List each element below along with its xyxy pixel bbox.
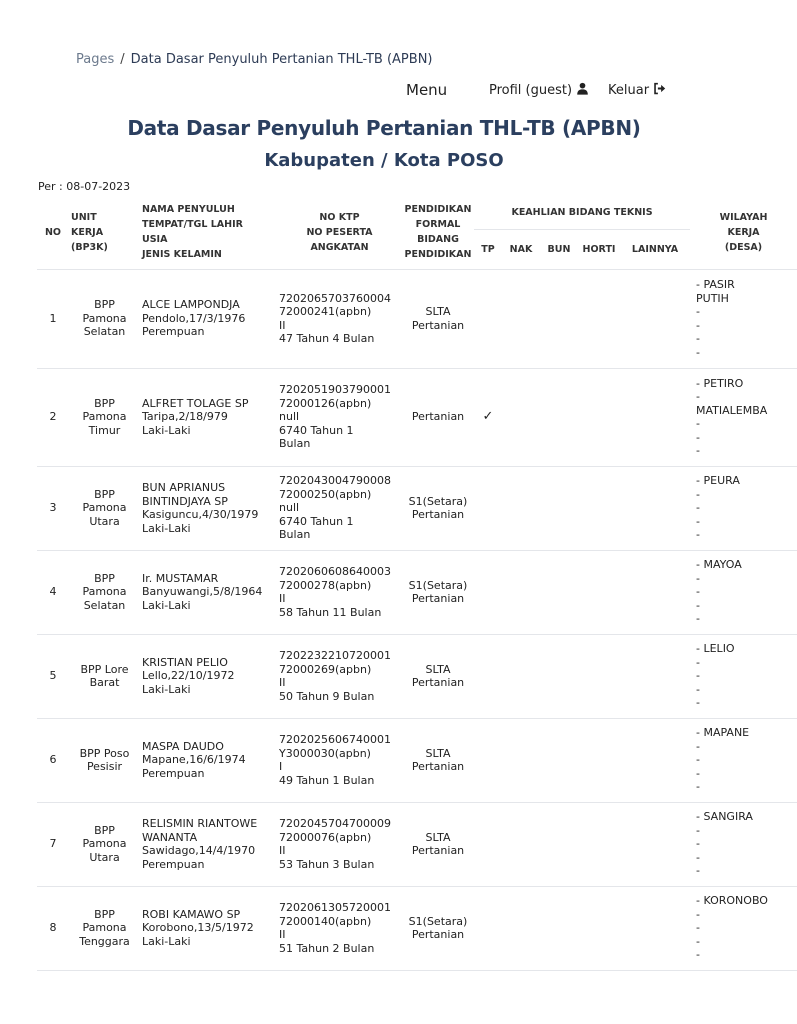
penyuluh-table xyxy=(37,196,797,971)
cell-pendidikan: SLTA Pertanian xyxy=(402,634,474,718)
cell-pendidikan: Pertanian xyxy=(402,368,474,466)
cell-nak xyxy=(502,550,540,634)
cell-horti xyxy=(578,886,620,970)
page-title: Data Dasar Penyuluh Pertanian THL-TB (APBN) xyxy=(127,116,641,140)
table-row[interactable] xyxy=(37,886,797,970)
cell-no: 4 xyxy=(37,550,69,634)
header-tp: TP xyxy=(474,229,502,269)
cell-wilayah-kerja: - PEURA - - - - xyxy=(690,466,797,550)
cell-unit-kerja: BPP Poso Pesisir xyxy=(69,718,140,802)
table-row[interactable] xyxy=(37,368,797,466)
cell-unit-kerja: BPP Pamona Utara xyxy=(69,466,140,550)
breadcrumb-pages-link[interactable]: Pages xyxy=(76,52,115,67)
cell-no: 1 xyxy=(37,269,69,368)
cell-nama-penyuluh: RELISMIN RIANTOWE WANANTA Sawidago,14/4/1970 Perempuan xyxy=(140,802,277,886)
cell-pendidikan: S1(Setara) Pertanian xyxy=(402,886,474,970)
cell-tp: ✓ xyxy=(474,368,502,466)
profil-link[interactable] xyxy=(489,82,589,99)
cell-no: 6 xyxy=(37,718,69,802)
table-body xyxy=(37,269,797,970)
cell-tp xyxy=(474,718,502,802)
table-row[interactable] xyxy=(37,718,797,802)
cell-no: 3 xyxy=(37,466,69,550)
cell-no: 2 xyxy=(37,368,69,466)
cell-nak xyxy=(502,634,540,718)
cell-horti xyxy=(578,718,620,802)
cell-wilayah-kerja: - KORONOBO - - - - xyxy=(690,886,797,970)
cell-nak xyxy=(502,802,540,886)
menu-label: Menu xyxy=(406,81,448,99)
cell-lainnya xyxy=(620,368,690,466)
cell-no-ktp: 7202025606740001 Y3000030(apbn) I 49 Tahun 1 Bulan xyxy=(277,718,402,802)
cell-nak xyxy=(502,269,540,368)
cell-wilayah-kerja: - SANGIRA - - - - xyxy=(690,802,797,886)
header-nama-penyuluh: NAMA PENYULUH TEMPAT/TGL LAHIR USIA JENIS KELAMIN xyxy=(140,196,277,269)
cell-bun xyxy=(540,634,578,718)
cell-nama-penyuluh: ROBI KAMAWO SP Korobono,13/5/1972 Laki-Laki xyxy=(140,886,277,970)
cell-lainnya xyxy=(620,550,690,634)
breadcrumb-separator: / xyxy=(120,52,125,67)
cell-no: 8 xyxy=(37,886,69,970)
cell-bun xyxy=(540,466,578,550)
cell-pendidikan: SLTA Pertanian xyxy=(402,718,474,802)
cell-lainnya xyxy=(620,718,690,802)
cell-wilayah-kerja: - MAPANE - - - - xyxy=(690,718,797,802)
cell-nama-penyuluh: ALCE LAMPONDJA Pendolo,17/3/1976 Perempuan xyxy=(140,269,277,368)
cell-wilayah-kerja: - PASIR PUTIH - - - - xyxy=(690,269,797,368)
cell-unit-kerja: BPP Pamona Selatan xyxy=(69,269,140,368)
top-nav xyxy=(0,80,768,100)
header-horti: HORTI xyxy=(578,229,620,269)
cell-tp xyxy=(474,886,502,970)
cell-lainnya xyxy=(620,634,690,718)
cell-bun xyxy=(540,886,578,970)
cell-nak xyxy=(502,466,540,550)
header-unit-kerja: UNIT KERJA (BP3K) xyxy=(69,196,140,269)
menu-button[interactable] xyxy=(406,81,447,99)
table-row[interactable] xyxy=(37,466,797,550)
cell-tp xyxy=(474,550,502,634)
cell-no: 7 xyxy=(37,802,69,886)
cell-no-ktp: 7202232210720001 72000269(apbn) II 50 Tahun 9 Bulan xyxy=(277,634,402,718)
breadcrumb xyxy=(76,52,432,67)
cell-no-ktp: 7202065703760004 72000241(apbn) II 47 Tahun 4 Bulan xyxy=(277,269,402,368)
cell-tp xyxy=(474,269,502,368)
cell-bun xyxy=(540,368,578,466)
cell-horti xyxy=(578,802,620,886)
cell-horti xyxy=(578,466,620,550)
cell-nama-penyuluh: Ir. MUSTAMAR Banyuwangi,5/8/1964 Laki-Laki xyxy=(140,550,277,634)
cell-no-ktp: 7202051903790001 72000126(apbn) null 6740 Tahun 1 Bulan xyxy=(277,368,402,466)
cell-horti xyxy=(578,269,620,368)
header-lainnya: LAINNYA xyxy=(620,229,690,269)
cell-no: 5 xyxy=(37,634,69,718)
cell-pendidikan: S1(Setara) Pertanian xyxy=(402,466,474,550)
cell-pendidikan: SLTA Pertanian xyxy=(402,269,474,368)
header-pendidikan: PENDIDIKAN FORMAL BIDANG PENDIDIKAN xyxy=(402,196,474,269)
cell-tp xyxy=(474,634,502,718)
cell-tp xyxy=(474,466,502,550)
cell-bun xyxy=(540,802,578,886)
cell-nama-penyuluh: ALFRET TOLAGE SP Taripa,2/18/979 Laki-Laki xyxy=(140,368,277,466)
cell-tp xyxy=(474,802,502,886)
sign-out-icon xyxy=(653,82,666,99)
header-wilayah-kerja: WILAYAH KERJA (DESA) xyxy=(690,196,797,269)
cell-horti xyxy=(578,634,620,718)
cell-lainnya xyxy=(620,466,690,550)
cell-wilayah-kerja: - PETIRO - MATIALEMBA - - - xyxy=(690,368,797,466)
cell-unit-kerja: BPP Pamona Utara xyxy=(69,802,140,886)
user-icon xyxy=(576,82,589,99)
header-no-ktp: NO KTP NO PESERTA ANGKATAN xyxy=(277,196,402,269)
cell-lainnya xyxy=(620,802,690,886)
cell-nak xyxy=(502,718,540,802)
cell-no-ktp: 7202045704700009 72000076(apbn) II 53 Tahun 3 Bulan xyxy=(277,802,402,886)
per-date: Per : 08-07-2023 xyxy=(38,180,131,193)
cell-nama-penyuluh: BUN APRIANUS BINTINDJAYA SP Kasiguncu,4/30/1979 Laki-Laki xyxy=(140,466,277,550)
data-table-container[interactable] xyxy=(37,196,768,976)
table-row[interactable] xyxy=(37,550,797,634)
cell-wilayah-kerja: - LELIO - - - - xyxy=(690,634,797,718)
cell-wilayah-kerja: - MAYOA - - - - xyxy=(690,550,797,634)
cell-pendidikan: SLTA Pertanian xyxy=(402,802,474,886)
cell-no-ktp: 7202061305720001 72000140(apbn) II 51 Tahun 2 Bulan xyxy=(277,886,402,970)
keluar-link[interactable] xyxy=(608,82,666,99)
table-row[interactable] xyxy=(37,269,797,368)
keluar-label: Keluar xyxy=(608,83,650,98)
profil-label: Profil (guest) xyxy=(489,83,573,98)
page-subtitle: Kabupaten / Kota POSO xyxy=(264,150,504,171)
header-nak: NAK xyxy=(502,229,540,269)
cell-unit-kerja: BPP Pamona Tenggara xyxy=(69,886,140,970)
cell-no-ktp: 7202043004790008 72000250(apbn) null 6740 Tahun 1 Bulan xyxy=(277,466,402,550)
cell-pendidikan: S1(Setara) Pertanian xyxy=(402,550,474,634)
cell-horti xyxy=(578,550,620,634)
cell-nama-penyuluh: KRISTIAN PELIO Lello,22/10/1972 Laki-Laki xyxy=(140,634,277,718)
cell-unit-kerja: BPP Pamona Timur xyxy=(69,368,140,466)
cell-lainnya xyxy=(620,269,690,368)
breadcrumb-current: Data Dasar Penyuluh Pertanian THL-TB (APBN) xyxy=(130,52,433,67)
cell-horti xyxy=(578,368,620,466)
table-row[interactable] xyxy=(37,802,797,886)
cell-nama-penyuluh: MASPA DAUDO Mapane,16/6/1974 Perempuan xyxy=(140,718,277,802)
cell-unit-kerja: BPP Lore Barat xyxy=(69,634,140,718)
cell-nak xyxy=(502,368,540,466)
cell-nak xyxy=(502,886,540,970)
cell-lainnya xyxy=(620,886,690,970)
header-row xyxy=(37,196,797,229)
table-row[interactable] xyxy=(37,634,797,718)
cell-unit-kerja: BPP Pamona Selatan xyxy=(69,550,140,634)
header-no: NO xyxy=(37,196,69,269)
cell-bun xyxy=(540,718,578,802)
cell-no-ktp: 7202060608640003 72000278(apbn) II 58 Tahun 11 Bulan xyxy=(277,550,402,634)
header-keahlian: KEAHLIAN BIDANG TEKNIS xyxy=(511,206,653,218)
cell-bun xyxy=(540,550,578,634)
header-bun: BUN xyxy=(540,229,578,269)
cell-bun xyxy=(540,269,578,368)
